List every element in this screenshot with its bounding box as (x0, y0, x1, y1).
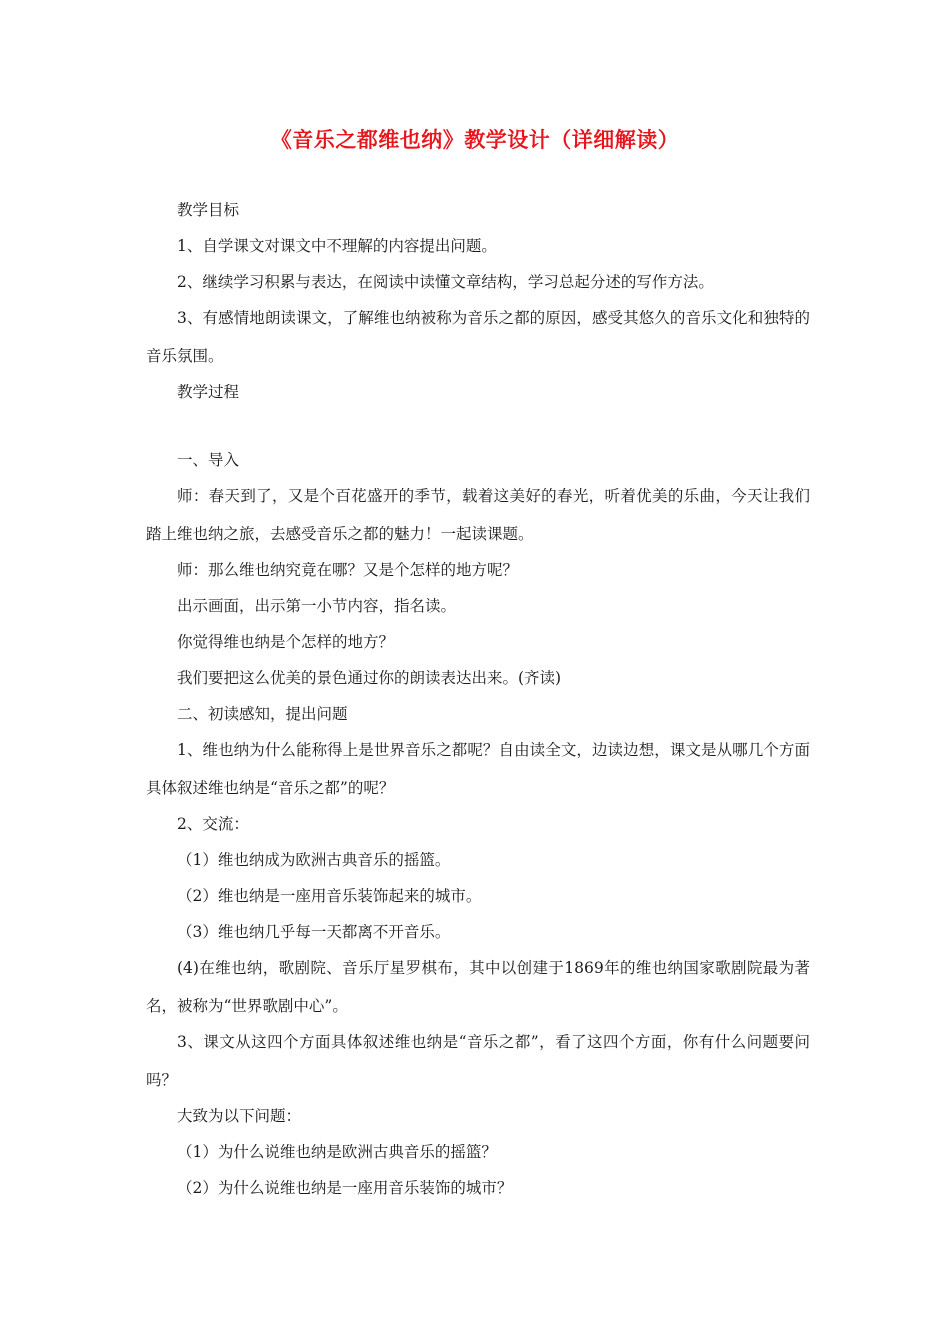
section-intro-heading: 一、导入 (177, 451, 240, 469)
read-aloud-line: 我们要把这么优美的景色通过你的朗读表达出来。(齐读) (177, 669, 562, 687)
document-title: 《音乐之都维也纳》教学设计（详细解读） (270, 127, 680, 152)
spacer (146, 416, 810, 448)
question-item-2: （2）为什么说维也纳是一座用音乐装饰的城市？ (177, 1179, 513, 1197)
exchange-point-2: （2）维也纳是一座用音乐装饰起来的城市。 (177, 887, 482, 905)
first-reading-item-3: 3、课文从这四个方面具体叙述维也纳是“音乐之都”，看了这四个方面，你有什么问题要问吗？ (146, 1033, 810, 1089)
question-line: 你觉得维也纳是个怎样的地方？ (177, 633, 395, 651)
goal-2: 2、继续学习积累与表达，在阅读中读懂文章结构，学习总起分述的写作方法。 (177, 273, 714, 291)
goal-3: 3、有感情地朗读课文，了解维也纳被称为音乐之都的原因，感受其悠久的音乐文化和独特的音乐氛围。 (146, 309, 810, 365)
heading-teaching-goals: 教学目标 (177, 201, 240, 219)
exchange-point-4: (4)在维也纳，歌剧院、音乐厅星罗棋布，其中以创建于1869年的维也纳国家歌剧院最为著名，被称为“世界歌剧中心”。 (146, 959, 810, 1015)
questions-intro: 大致为以下问题： (177, 1107, 302, 1125)
goal-1: 1、自学课文对课文中不理解的内容提出问题。 (177, 237, 497, 255)
show-picture-line: 出示画面，出示第一小节内容，指名读。 (177, 597, 457, 615)
question-item-1: （1）为什么说维也纳是欧洲古典音乐的摇篮？ (177, 1143, 497, 1161)
exchange-point-1: （1）维也纳成为欧洲古典音乐的摇篮。 (177, 851, 451, 869)
first-reading-item-1: 1、维也纳为什么能称得上是世界音乐之都呢？自由读全文，边读边想，课文是从哪几个方面具体叙述维也纳是“音乐之都”的呢？ (146, 741, 810, 797)
section-first-reading-heading: 二、初读感知，提出问题 (177, 705, 348, 723)
document-body (146, 198, 810, 1212)
teacher-line-2: 师：那么维也纳究竟在哪？又是个怎样的地方呢？ (177, 561, 519, 579)
exchange-point-3: （3）维也纳几乎每一天都离不开音乐。 (177, 923, 451, 941)
teacher-line-1: 师：春天到了，又是个百花盛开的季节，载着这美好的春光，听着优美的乐曲，今天让我们踏上维也纳之旅，去感受音乐之都的魅力！一起读课题。 (146, 487, 810, 543)
heading-teaching-process: 教学过程 (177, 383, 240, 401)
first-reading-item-2: 2、交流： (177, 815, 249, 833)
